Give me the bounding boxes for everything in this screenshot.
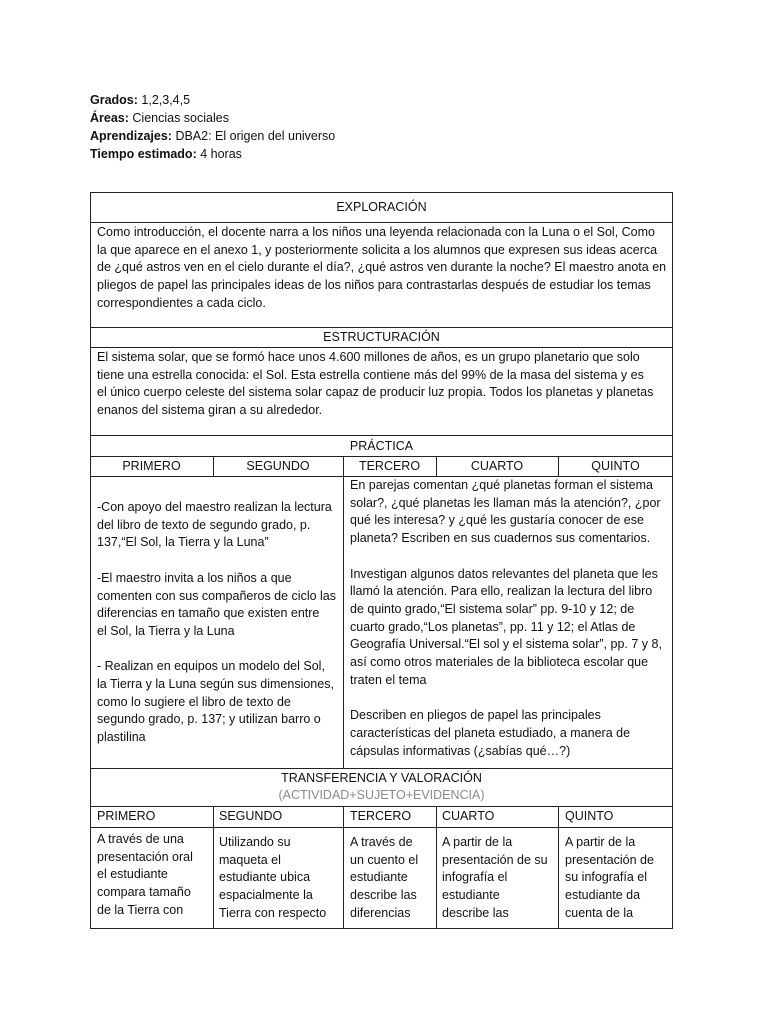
estructuracion-text: El sistema solar, que se formó hace unos 4.600 millones de años, es un grupo planetario que solo tiene una estrella conocida: el Sol. Esta estrella contiene más del 99% de la masa del sistema y es el único cuerpo celeste del sistema solar capaz de producir luz propia. Todos los planetas y planetas enanos del sistema giran a su alrededor. [97, 350, 654, 418]
divider [213, 806, 214, 929]
transferencia-cell-primero: A través de una presentación oral el estudiante compara tamaño de la Tierra con [97, 832, 193, 917]
transferencia-cell-cuarto: A partir de la presentación de su infografía el estudiante describe las [442, 835, 548, 920]
practica-col-tercero: TERCERO [358, 459, 421, 473]
practica-col-segundo: SEGUNDO [246, 459, 310, 473]
exploracion-text: Como introducción, el docente narra a los niños una leyenda relacionada con la Luna o el Sol, Como la que aparece en el anexo 1, y posteriormente solicita a los alumnos que expresen sus ideas acerca de ¿qué astros ven en el cielo durante el día?, ¿qué astros ven durante la noche? El maestro anota en pliegos de papel las principales ideas de los niños para contrastarlas después de estudiar los temas correspondientes a cada ciclo. [97, 225, 667, 310]
divider [90, 435, 673, 436]
divider [90, 327, 673, 328]
aprendizajes-line: Aprendizajes: DBA2: El origen del universo [90, 129, 336, 143]
transferencia-cell-segundo: Utilizando su maqueta el estudiante ubica espacialmente la Tierra con respecto [219, 835, 327, 920]
tiempo-line: Tiempo estimado: 4 horas [90, 147, 242, 161]
document-header [90, 92, 335, 164]
divider [343, 456, 344, 768]
practica-col-primero: PRIMERO [122, 459, 181, 473]
areas-line: Áreas: Ciencias sociales [90, 111, 229, 125]
transferencia-col-quinto: QUINTO [565, 809, 614, 823]
practica-left-text: -Con apoyo del maestro realizan la lectura del libro de texto de segundo grado, p. 137,“El Sol, la Tierra y la Luna” -El maestro invita a los niños a que comenten con sus compañeros de ciclo las diferencias en tamaño que existen entre el Sol, la Tierra y la Luna - Realizan en equipos un modelo del Sol, la Tierra y la Luna según sus dimensiones, como lo sugiere el libro de texto de segundo grado, p. 137; y utilizan barro o plastilina [97, 500, 337, 745]
practica-col-cuarto: CUARTO [470, 459, 524, 473]
divider [436, 806, 437, 929]
divider [90, 806, 673, 807]
transferencia-col-segundo: SEGUNDO [219, 809, 283, 823]
exploracion-title: EXPLORACIÓN [336, 200, 427, 214]
transferencia-cell-quinto: A partir de la presentación de su infografía el estudiante da cuenta de la [565, 835, 654, 920]
divider [90, 456, 673, 457]
transferencia-title: TRANSFERENCIA Y VALORACIÓN [281, 771, 482, 785]
divider [90, 347, 673, 348]
divider [558, 806, 559, 929]
transferencia-col-cuarto: CUARTO [442, 809, 495, 823]
divider [90, 827, 673, 828]
transferencia-subtitle: (ACTIVIDAD+SUJETO+EVIDENCIA) [278, 788, 485, 802]
transferencia-cell-tercero: A través de un cuento el estudiante describe las diferencias [350, 835, 419, 920]
practica-title: PRÁCTICA [349, 439, 414, 453]
practica-col-quinto: QUINTO [591, 459, 640, 473]
transferencia-col-primero: PRIMERO [97, 809, 156, 823]
estructuracion-title: ESTRUCTURACIÓN [323, 330, 440, 344]
divider [343, 806, 344, 929]
divider [90, 768, 673, 769]
transferencia-col-tercero: TERCERO [350, 809, 412, 823]
practica-right-text: En parejas comentan ¿qué planetas forman el sistema solar?, ¿qué planetas les llaman más la atención?, ¿por qué les interesa? y ¿qué les gustaría conocer de ese planeta? Escriben en sus cuadernos sus comentarios. Investigan algunos datos relevantes del planeta que les llamó la atención. Para ello, realizan la lectura del libro de quinto grado,“El sistema solar” pp. 9-10 y 12; de cuarto grado,“Los planetas”, pp. 11 y 12; el Atlas de Geografía Universal.“El sol y el sistema solar”, pp. 7 y 8, así como otros materiales de la biblioteca escolar que traten el tema Describen en pliegos de papel las principales características del planeta estudiado, a manera de cápsulas informativas (¿sabías qué…?) [350, 478, 662, 758]
divider [90, 222, 673, 223]
grados-line: Grados: 1,2,3,4,5 [90, 93, 191, 107]
